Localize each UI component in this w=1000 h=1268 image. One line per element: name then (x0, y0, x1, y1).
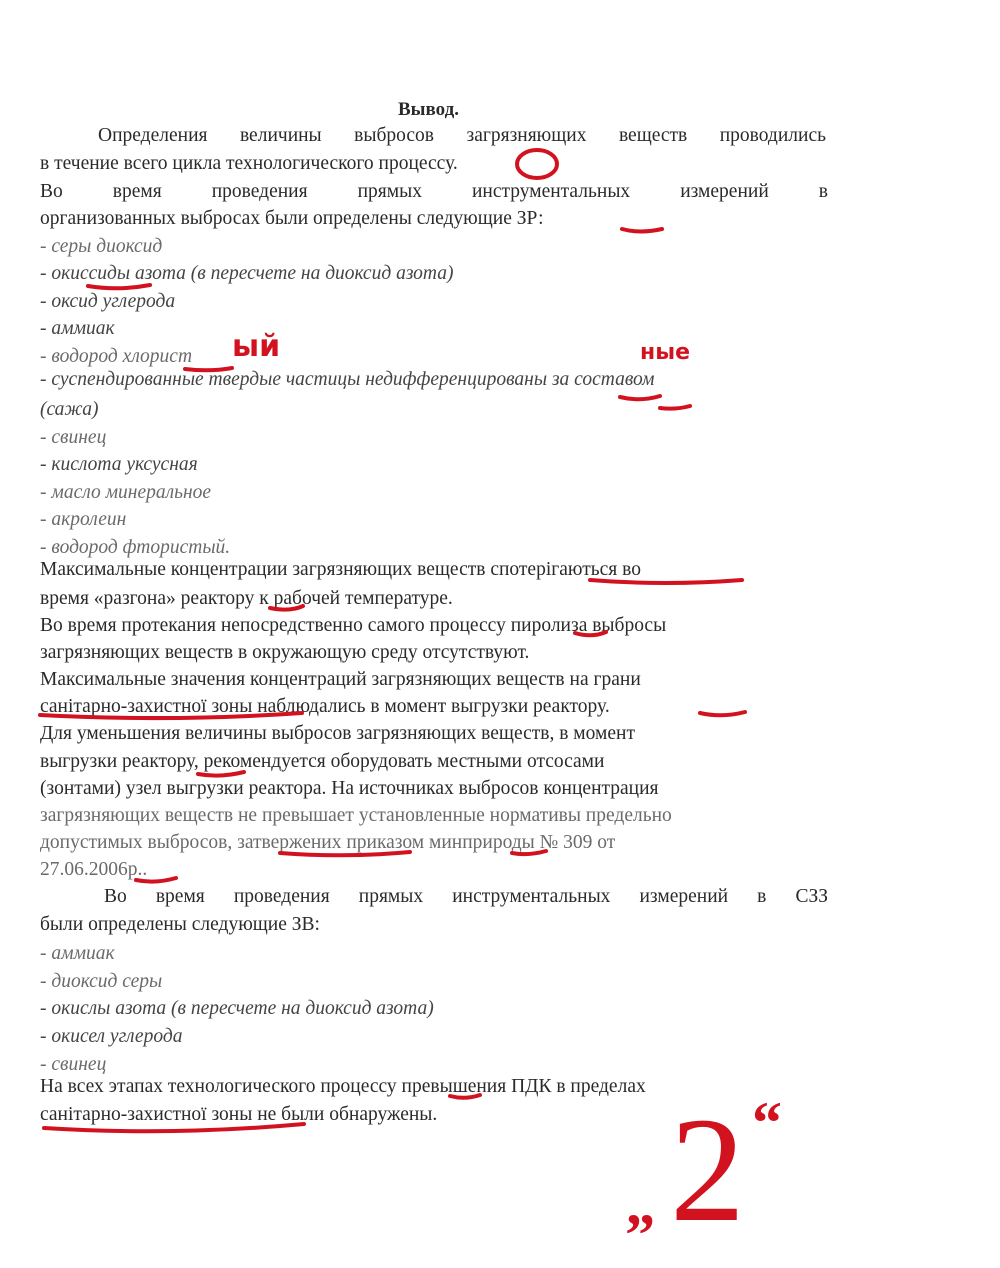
paragraph-line: 27.06.2006р.. (40, 859, 148, 880)
paragraph-line: Определения величины выбросов загрязняющих веществ проводились (98, 125, 826, 146)
list-item: (сажа) (40, 399, 99, 420)
list-item: - кислота уксусная (40, 454, 198, 475)
list-item: - окисел углерода (40, 1026, 183, 1047)
paragraph-line: санітарно-захистної зоны наблюдались в момент выгрузки реактору. (40, 696, 610, 717)
paragraph-line: Максимальные значения концентраций загрязняющих веществ на грани (40, 669, 641, 690)
list-item: - серы диоксид (40, 236, 163, 257)
grade-mark: 2 (670, 1087, 745, 1253)
list-item: - водород хлорист (40, 346, 193, 367)
paragraph-line: загрязняющих веществ не превышает установленные нормативы предельно (40, 805, 672, 826)
list-item: - масло минеральное (40, 482, 212, 503)
paragraph-line: время «разгона» реактору к рабочей температуре. (40, 588, 453, 609)
list-item: - аммиак (40, 318, 115, 339)
list-item: - оксид углерода (40, 291, 176, 312)
paragraph-line: Во время проведения прямых инструментальных измерений в (40, 181, 828, 202)
paragraph-line: Во время проведения прямых инструментальных измерений в СЗЗ (104, 886, 828, 907)
list-item: - свинец (40, 1054, 107, 1075)
list-item: - акролеин (40, 509, 127, 530)
paragraph-line: На всех этапах технологического процессу превышения ПДК в пределах (40, 1076, 646, 1097)
paragraph-line: загрязняющих веществ в окружающую среду отсутствуют. (40, 642, 530, 663)
document-title: Вывод. (398, 99, 459, 120)
grade-quote-mark: “ (752, 1090, 782, 1156)
paragraph-line: в течение всего цикла технологического процессу. (40, 153, 458, 174)
paragraph-line: были определены следующие ЗВ: (40, 914, 320, 935)
grade-quote-mark: ” (625, 1202, 655, 1268)
paragraph-line: организованных выбросах были определены следующие ЗР: (40, 208, 544, 229)
paragraph-line: санітарно-захистної зоны не были обнаружены. (40, 1104, 438, 1125)
list-item: - свинец (40, 427, 107, 448)
paragraph-line: допустимых выбросов, затвержених приказом минприроды № 309 от (40, 832, 616, 853)
handwritten-correction: ый (232, 329, 281, 364)
list-item: - окислы азота (в пересчете на диоксид азота) (40, 998, 434, 1019)
list-item: - аммиак (40, 943, 115, 964)
paragraph-line: Для уменьшения величины выбросов загрязняющих веществ, в момент (40, 723, 635, 744)
list-item: - водород фтористый. (40, 537, 231, 558)
list-item: - суспендированные твердые частицы недифференцированы за составом (40, 369, 655, 390)
list-item: - окисcиды азота (в пересчете на диоксид азота) (40, 263, 454, 284)
list-item: - диоксид серы (40, 971, 163, 992)
paragraph-line: выгрузки реактору, рекомендуется оборудовать местными отсосами (40, 751, 605, 772)
paragraph-line: Во время протекания непосредственно самого процессу пиролиза выбросы (40, 615, 667, 636)
paragraph-line: Максимальные концентрации загрязняющих веществ спотерігаються во (40, 559, 641, 580)
handwritten-correction: ные (640, 340, 691, 365)
paragraph-line: (зонтами) узел выгрузки реактора. На источниках выбросов концентрация (40, 778, 659, 799)
